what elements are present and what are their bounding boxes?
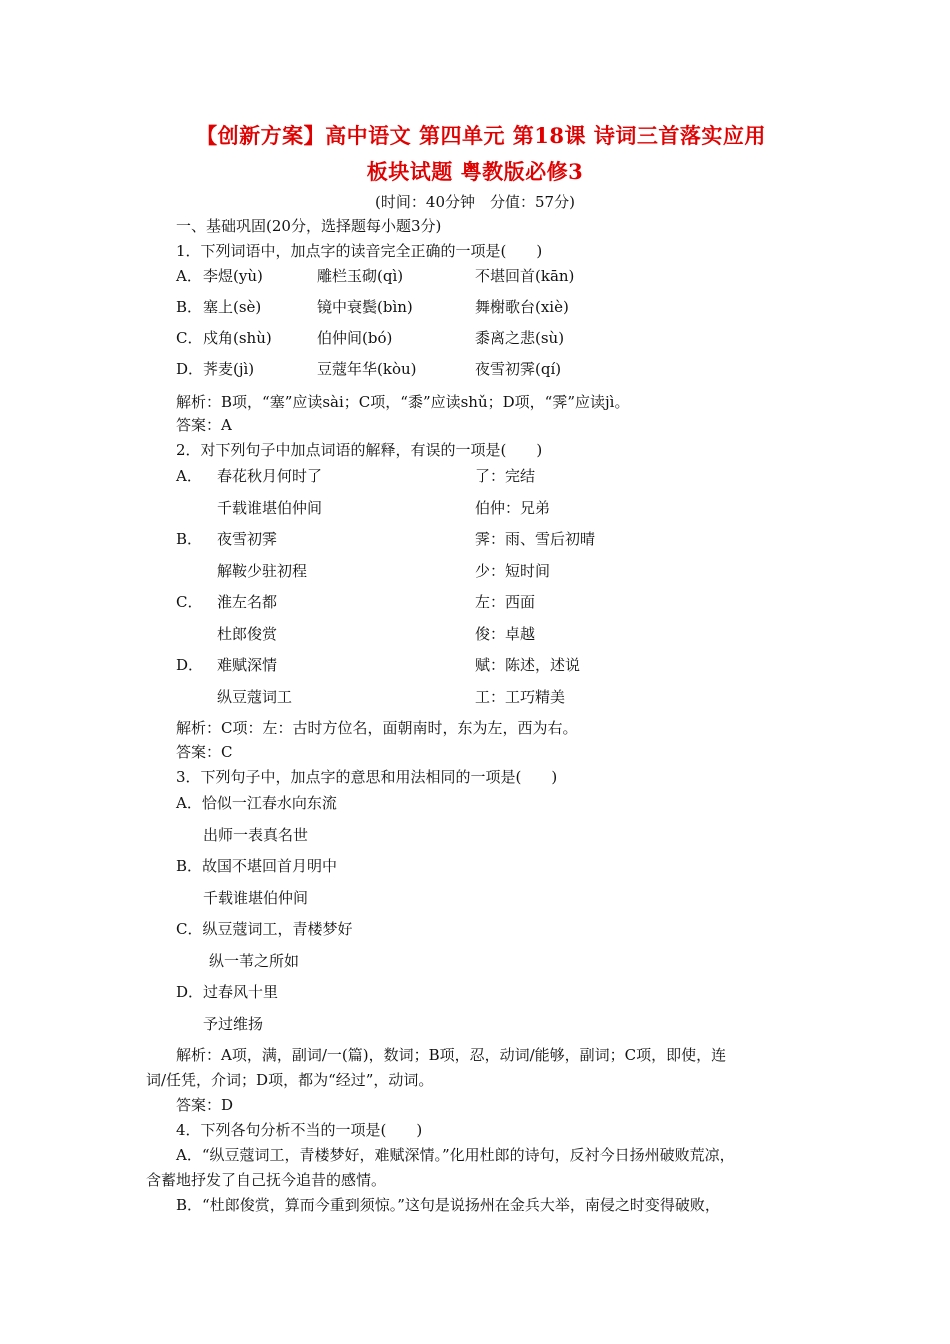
q2-stem: 2．对下列句子中加点词语的解释，有误的一项是( ) (176, 441, 543, 459)
q2-option-label: D． (176, 656, 204, 674)
q3-stem: 3．下列句子中，加点字的意思和用法相同的一项是( ) (176, 768, 558, 786)
q4-stem: 4．下列各句分析不当的一项是( ) (176, 1121, 423, 1139)
q1-option-word: 塞上(sè) (203, 298, 262, 316)
q2-option-gloss: 赋：陈述，述说 (475, 656, 581, 674)
q2-analysis: 解析：C项：左：古时方位名，面朝南时，东为左，西为右。 (176, 719, 578, 737)
q2-option-gloss: 俊：卓越 (475, 625, 536, 643)
q2-option-label: A． (176, 467, 202, 485)
q2-option-label: C． (176, 593, 203, 611)
q2-option-gloss: 了：完结 (475, 467, 536, 485)
q2-option-sentence: 淮左名都 (217, 593, 278, 611)
q2-option-sentence: 春花秋月何时了 (217, 467, 323, 485)
q1-option-label: A． (176, 267, 202, 285)
q1-option-word: 李煜(yù) (203, 267, 263, 285)
q4-option-a-line2: 含蓄地抒发了自己抚今追昔的感情。 (146, 1171, 387, 1189)
q1-analysis: 解析：B项，“塞”应读sài；C项，“黍”应读shǔ；D项，“霁”应读jì。 (176, 393, 630, 411)
q2-option-sentence: 难赋深情 (217, 656, 278, 674)
q1-option-label: D． (176, 360, 204, 378)
time-score-info: (时间：40分钟 分值：57分) (375, 193, 575, 211)
q1-option-word: 舞榭歌台(xiè) (475, 298, 569, 316)
q1-option-word: 荠麦(jì) (203, 360, 255, 378)
q3-option-sentence: 千载谁堪伯仲间 (203, 889, 309, 907)
q2-option-gloss: 少：短时间 (475, 562, 551, 580)
q3-option-sentence: C．纵豆蔻词工，青楼梦好 (176, 920, 353, 938)
q1-option-word: 雕栏玉砌(qì) (317, 267, 404, 285)
q4-option-b-line1: B．“杜郎俊赏，算而今重到须惊。”这句是说扬州在金兵大举，南侵之时变得破败， (176, 1196, 720, 1214)
q2-option-sentence: 解鞍少驻初程 (217, 562, 308, 580)
q2-option-sentence: 千载谁堪伯仲间 (217, 499, 323, 517)
q2-option-gloss: 霁：雨、雪后初晴 (475, 530, 596, 548)
q4-option-a-line1: A．“纵豆蔻词工，青楼梦好，难赋深情。”化用杜郎的诗句，反衬今日扬州破败荒凉， (176, 1146, 735, 1164)
q2-option-gloss: 伯仲：兄弟 (475, 499, 551, 517)
q2-option-sentence: 杜郎俊赏 (217, 625, 278, 643)
q3-option-sentence: 纵一苇之所如 (209, 952, 300, 970)
q1-option-word: 黍离之悲(sù) (475, 329, 565, 347)
q3-option-sentence: B．故国不堪回首月明中 (176, 857, 338, 875)
q1-option-word: 伯仲间(bó) (317, 329, 393, 347)
q1-option-word: 镜中衰鬓(bìn) (317, 298, 413, 316)
q1-option-label: B． (176, 298, 203, 316)
q2-answer: 答案：C (176, 743, 233, 761)
q3-analysis-line1: 解析：A项，满，副词/一(篇)，数词；B项，忍，动词/能够，副词；C项，即使，连 (176, 1046, 727, 1064)
q1-answer: 答案：A (176, 416, 232, 434)
q2-option-label: B． (176, 530, 203, 548)
q1-stem: 1．下列词语中，加点字的读音完全正确的一项是( ) (176, 242, 543, 260)
section-heading: 一、基础巩固(20分，选择题每小题3分) (176, 217, 442, 235)
q2-option-gloss: 工：工巧精美 (475, 688, 566, 706)
q3-option-sentence: 出师一表真名世 (203, 826, 309, 844)
q2-option-gloss: 左：西面 (475, 593, 536, 611)
q3-option-sentence: 予过维扬 (203, 1015, 264, 1033)
q3-answer: 答案：D (176, 1096, 234, 1114)
q2-option-sentence: 纵豆蔻词工 (217, 688, 293, 706)
doc-title-line1: 【创新方案】高中语文 第四单元 第18课 诗词三首落实应用 (196, 123, 766, 148)
q2-option-sentence: 夜雪初霁 (217, 530, 278, 548)
q3-option-sentence: D．过春风十里 (176, 983, 279, 1001)
q1-option-word: 夜雪初霁(qí) (475, 360, 562, 378)
q1-option-word: 戍角(shù) (203, 329, 272, 347)
q1-option-label: C． (176, 329, 203, 347)
doc-title-line2: 板块试题 粤教版必修3 (366, 159, 584, 184)
q1-option-word: 不堪回首(kān) (475, 267, 575, 285)
q1-option-word: 豆蔻年华(kòu) (317, 360, 417, 378)
q3-option-sentence: A．恰似一江春水向东流 (176, 794, 337, 812)
q3-analysis-line2: 词/任凭，介词；D项，都为“经过”，动词。 (146, 1071, 434, 1089)
